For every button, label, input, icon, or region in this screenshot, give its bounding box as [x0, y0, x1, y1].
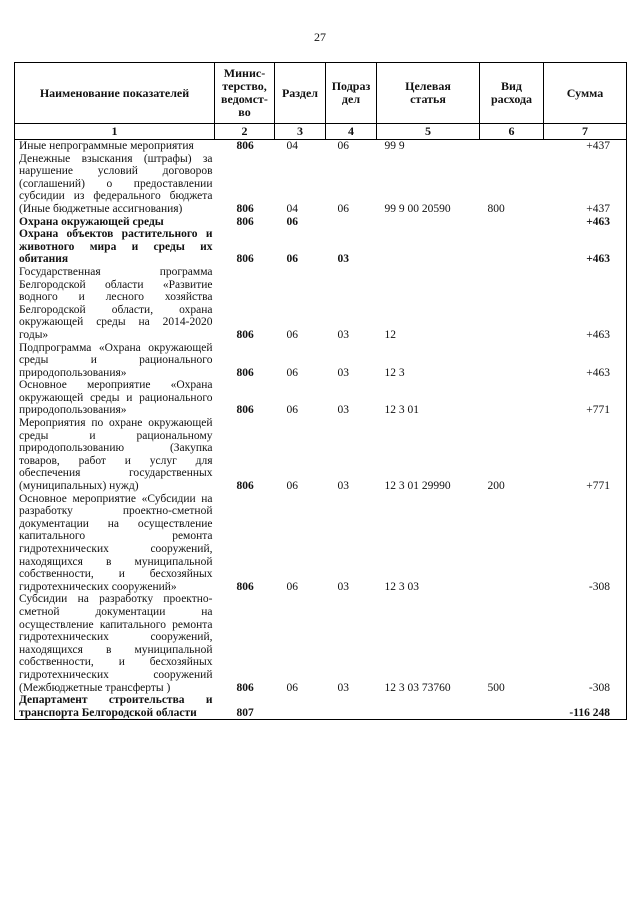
row-amount: +463 — [544, 228, 627, 266]
page-number: 27 — [314, 30, 326, 44]
row-section: 06 — [286, 215, 298, 228]
row-ministry: 806 — [236, 215, 254, 228]
row-expense-type — [480, 140, 544, 153]
header-subsection: Подраз дел — [326, 63, 377, 124]
header-name: Наименование показателей — [15, 63, 215, 124]
row-expense-type: 500 — [487, 681, 505, 694]
row-ministry: 807 — [215, 694, 275, 720]
row-expense-type — [480, 694, 544, 720]
column-number: 6 — [480, 124, 544, 140]
header-target: Целевая статья — [377, 63, 480, 124]
row-expense-type — [480, 342, 544, 380]
header-amount: Сумма — [544, 63, 627, 124]
row-amount: -308 — [544, 493, 627, 594]
column-number: 4 — [326, 124, 377, 140]
row-section: 04 — [286, 140, 298, 152]
row-target-article: 99 9 00 20590 — [384, 202, 451, 215]
row-name: Мероприятия по охране окружающей среды и рациональному природопользованию (Закупка товаров, работ и услуг для обеспечения государственных (муниципальных) нужд) — [15, 417, 215, 493]
row-section: 06 — [286, 253, 298, 266]
row-name: Охрана окружающей среды — [15, 216, 215, 229]
row-subsection — [326, 216, 377, 229]
table-row — [15, 694, 627, 720]
row-amount: +437 — [544, 153, 627, 216]
row-ministry: 806 — [236, 580, 254, 593]
table-row — [15, 153, 627, 216]
table-row — [15, 140, 627, 153]
table-row — [15, 417, 627, 493]
row-expense-type — [480, 228, 544, 266]
row-target-article — [377, 694, 480, 720]
row-expense-type — [480, 493, 544, 594]
column-number: 2 — [215, 124, 275, 140]
row-name: Иные непрограммные мероприятия — [15, 140, 215, 153]
row-name: Денежные взыскания (штрафы) за нарушение условий договоров (соглашений) о предоставлении субсидии из федерального бюджета (Иные бюджетные ассигнования) — [15, 153, 215, 216]
row-amount: -308 — [544, 593, 627, 694]
row-expense-type — [480, 216, 544, 229]
row-ministry: 806 — [236, 366, 254, 379]
row-amount: +463 — [544, 342, 627, 380]
row-name: Департамент строительства и транспорта Белгородской области — [15, 694, 215, 720]
row-name: Охрана объектов растительного и животного мира и среды их обитания — [15, 228, 215, 266]
header-ministry: Минис- терство, ведомст- во — [215, 63, 275, 124]
row-ministry: 806 — [236, 328, 254, 341]
row-name: Подпрограмма «Охрана окружающей среды и рационального природопользования» — [15, 342, 215, 380]
row-target-article: 12 — [384, 328, 396, 341]
row-subsection: 03 — [337, 681, 349, 694]
column-number: 1 — [15, 124, 215, 140]
row-amount: +463 — [544, 216, 627, 229]
row-ministry: 806 — [236, 681, 254, 694]
row-amount: -116 248 — [544, 694, 627, 720]
row-section: 06 — [286, 328, 298, 341]
budget-table — [14, 62, 627, 720]
table-row — [15, 493, 627, 594]
table-row — [15, 266, 627, 342]
row-subsection: 06 — [337, 140, 349, 152]
row-ministry: 806 — [236, 404, 254, 417]
row-section: 06 — [286, 480, 298, 493]
row-name: Государственная программа Белгородской области «Развитие водного и лесного хозяйства Белгородской области, охрана окружающей среды на 2014-2020 годы» — [15, 266, 215, 342]
row-subsection: 03 — [337, 253, 349, 266]
row-target-article: 12 3 01 — [384, 404, 419, 417]
row-name: Основное мероприятие «Субсидии на разработку проектно-сметной документации на осуществление капитального ремонта гидротехнических сооружений, находящихся в муниципальной собственности, и бесхозяйных гидротехнических сооружений» — [15, 493, 215, 594]
row-ministry: 806 — [236, 140, 254, 152]
row-amount: +437 — [544, 140, 627, 153]
row-target-article: 12 3 03 — [384, 580, 419, 593]
row-subsection: 03 — [337, 480, 349, 493]
row-expense-type: 800 — [487, 202, 505, 215]
row-subsection — [326, 694, 377, 720]
column-number: 5 — [377, 124, 480, 140]
row-expense-type — [480, 266, 544, 342]
row-amount: +771 — [544, 417, 627, 493]
row-section: 06 — [286, 681, 298, 694]
row-section: 06 — [286, 404, 298, 417]
table-row — [15, 379, 627, 417]
row-target-article — [377, 216, 480, 229]
column-numbers-row — [15, 124, 627, 140]
header-row — [15, 63, 627, 124]
header-expense-type: Вид расхода — [480, 63, 544, 124]
row-name: Основное мероприятие «Охрана окружающей среды и рационального природопользования» — [15, 379, 215, 417]
row-subsection: 03 — [337, 328, 349, 341]
column-number: 3 — [275, 124, 326, 140]
table-row — [15, 342, 627, 380]
row-section: 06 — [286, 366, 298, 379]
row-subsection: 03 — [337, 404, 349, 417]
table-row — [15, 593, 627, 694]
row-target-article: 12 3 — [384, 366, 405, 379]
row-target-article: 99 9 — [384, 140, 405, 152]
row-section: 06 — [286, 580, 298, 593]
row-amount: +771 — [544, 379, 627, 417]
row-section — [275, 694, 326, 720]
column-number: 7 — [544, 124, 627, 140]
row-subsection: 03 — [337, 366, 349, 379]
row-name: Субсидии на разработку проектно-сметной документации на осуществление капитального ремонта гидротехнических сооружений, находящихся в муниципальной собственности, и бесхозяйных гидротехнических сооружений (Межбюджетные трансферты ) — [15, 593, 215, 694]
row-amount: +463 — [544, 266, 627, 342]
row-expense-type: 200 — [487, 480, 505, 493]
row-ministry: 806 — [236, 480, 254, 493]
row-target-article: 12 3 01 29990 — [384, 480, 451, 493]
table-row — [15, 216, 627, 229]
row-target-article — [377, 228, 480, 266]
table-row — [15, 228, 627, 266]
row-subsection: 03 — [337, 580, 349, 593]
header-section: Раздел — [275, 63, 326, 124]
row-ministry: 806 — [236, 202, 254, 215]
row-subsection: 06 — [337, 202, 349, 215]
row-expense-type — [480, 379, 544, 417]
row-section: 04 — [286, 202, 298, 215]
row-target-article: 12 3 03 73760 — [384, 681, 451, 694]
row-ministry: 806 — [236, 253, 254, 266]
